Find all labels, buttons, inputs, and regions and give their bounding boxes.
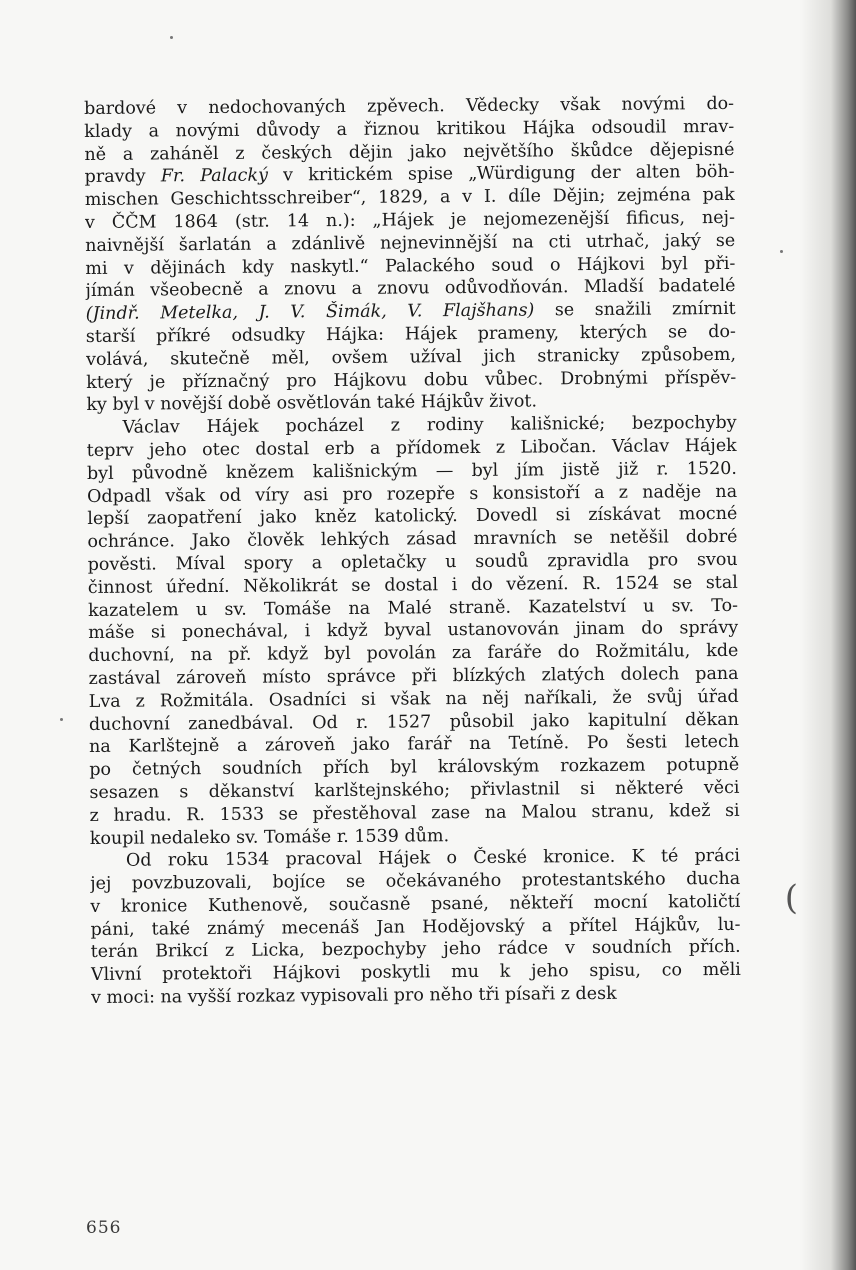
text-line: starší příkré odsudky Hájka: Hájek prameny, kterých se do- <box>85 321 736 347</box>
text-line: sesazen s děkanství karlštejnského; přivlastnil si některé věci <box>89 777 740 803</box>
text-line: v kronice Kuthenově, současně psané, někteří mocní katoličtí <box>90 891 741 917</box>
text-line: teprv jeho otec dostal erb a přídomek z Libočan. Václav Hájek <box>86 435 737 461</box>
page-gutter-shadow <box>800 0 856 1270</box>
text-line: mi v dějinách kdy naskytl.“ Palackého soud o Hájkovi byl při- <box>85 253 736 279</box>
page-number: 656 <box>86 1218 122 1238</box>
text-line: kazatelem u sv. Tomáše na Malé straně. Kazatelství u sv. To- <box>87 595 739 621</box>
text-line: máše si ponechával, i když byval ustanovován jinam do správy <box>88 618 739 644</box>
text-line: duchovní, na př. když byl povolán za faráře do Rožmitálu, kde <box>88 641 739 667</box>
text-line: Odpadl však od víry asi pro rozepře s konsistoří a z naděje na <box>87 481 738 507</box>
text-line: Od roku 1534 pracoval Hájek o České kronice. K té práci <box>125 846 741 871</box>
text-line: činnost úřední. Několikrát se dostal i do vězení. R. 1524 se stal <box>87 572 738 598</box>
margin-mark: ( <box>784 878 798 918</box>
text-line: ně a zaháněl z českých dějin jako největšího škůdce dějepisné <box>84 139 735 165</box>
text-line: který je příznačný pro Hájkovu dobu vůbec. Drobnými příspěv- <box>86 367 737 393</box>
text-line: Vlivní protektoři Hájkovi poskytli mu k jeho spisu, co měli <box>90 960 741 986</box>
text-line: ochránce. Jako člověk lehkých zásad mravních se netěšil dobré <box>87 527 738 553</box>
text-line: koupil nedaleko sv. Tomáše r. 1539 dům. <box>89 825 450 849</box>
paragraph <box>90 845 741 1010</box>
text-line: z hradu. R. 1533 se přestěhoval zase na Malou stranu, kdež si <box>89 800 740 826</box>
text-line: mischen Geschichtsschreiber“, 1829, a v I. díle Dějin; zejména pak <box>84 185 735 211</box>
text-line: Lva z Rožmitála. Osadníci si však na něj naříkali, že svůj úřad <box>88 686 739 712</box>
text-line: páni, také známý mecenáš Jan Hodějovský a přítel Hájkův, lu- <box>90 914 741 940</box>
text-line: ky byl v novější době osvětlován také Hájkův život. <box>86 391 538 416</box>
paper-speck <box>60 718 63 721</box>
paragraph <box>84 93 736 417</box>
text-line: jej povzbuzovali, bojíce se očekávaného protestantského ducha <box>90 868 741 895</box>
text-line: jímán všeobecně a znovu a znovu odůvodňován. Mladší badatelé <box>85 276 736 302</box>
text-line: terán Brikcí z Licka, bezpochyby jeho rádce v soudních přích. <box>90 937 741 963</box>
paper-speck <box>780 250 783 253</box>
text-line: Václav Hájek pocházel z rodiny kališnické; bezpochyby <box>122 413 737 438</box>
paragraph <box>87 412 740 850</box>
text-line: klady a novými důvody a řiznou kritikou Hájka odsoudil mrav- <box>84 116 735 142</box>
text-line: lepší zaopatření jako kněz katolický. Dovedl si získávat mocné <box>87 504 738 530</box>
text-line: pověsti. Míval spory a opletačky u soudů zpravidla pro svou <box>87 549 738 575</box>
text-line: naivnější šarlatán a zdánlivě nejnevinnější na cti utrhač, jaký se <box>85 230 736 256</box>
text-line: na Karlštejně a zároveň jako farář na Tetíně. Po šesti letech <box>89 732 740 758</box>
text-line: (Jindř. Metelka, J. V. Šimák, V. Flajšhans) se snažili zmírnit <box>85 299 736 325</box>
body-text <box>84 93 741 1010</box>
paper-speck <box>170 36 173 39</box>
text-line: v ČČM 1864 (str. 14 n.): „Hájek je nejomezenější fificus, nej- <box>84 207 736 233</box>
text-line: pravdy Fr. Palacký v kritickém spise „Würdigung der alten böh- <box>84 162 735 188</box>
text-line: zastával zároveň místo správce při blízkých zlatých dolech pana <box>88 663 739 689</box>
text-line: byl původně knězem kališnickým — byl jím jistě již r. 1520. <box>86 458 738 484</box>
text-line: duchovní zanedbával. Od r. 1527 působil jako kapitulní děkan <box>88 709 739 735</box>
text-line: v moci: na vyšší rozkaz vypisovali pro něho tři písaři z desk <box>90 983 617 1009</box>
text-line: bardové v nedochovaných zpěvech. Vědecky však novými do- <box>84 93 735 119</box>
text-line: volává, skutečně měl, ovšem užíval jich stranicky způsobem, <box>85 344 737 370</box>
text-line: po četných soudních přích byl královským rozkazem potupně <box>89 754 740 781</box>
